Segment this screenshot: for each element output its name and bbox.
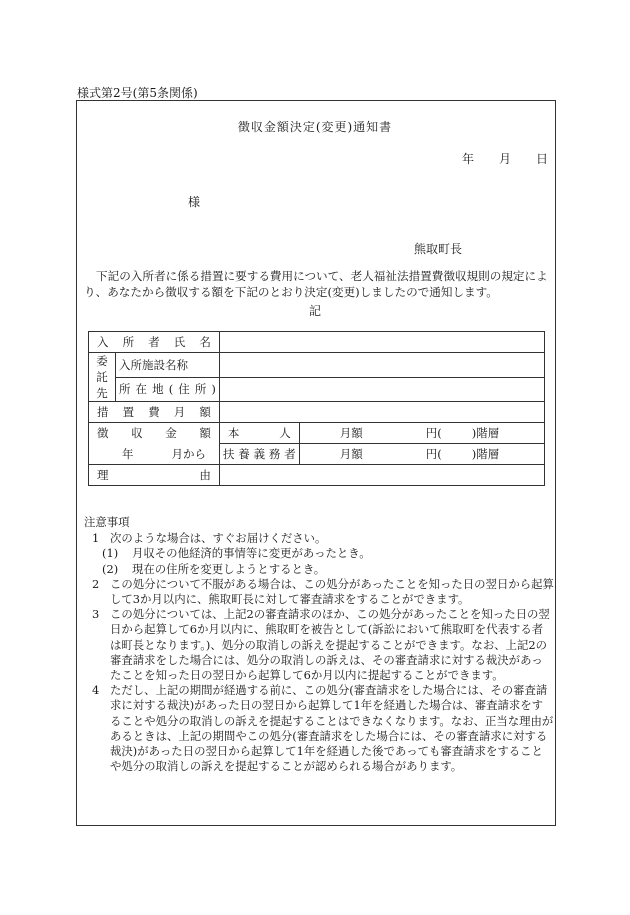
resident-name-label: 入所者氏名 [89, 332, 220, 353]
note-sub-item-2: (2) 現在の住所を変更しようとするとき。 [102, 561, 326, 576]
date-day: 日 [536, 152, 549, 166]
notes-section [84, 515, 554, 774]
supporter-monthly-label: 月額 [339, 447, 363, 461]
person-monthly-label: 月額 [339, 426, 363, 440]
row-measure-cost [89, 402, 545, 423]
from-date-label [89, 444, 220, 465]
reason-value [219, 465, 544, 486]
entrust-label: 委 託 先 [89, 353, 116, 402]
supporter-yen-label: 円( [425, 447, 442, 461]
row-collection-person [89, 423, 545, 444]
row-collection-supporter [89, 444, 545, 465]
person-amount [299, 423, 544, 444]
person-yen-label: 円( [425, 426, 442, 440]
note-item-4: 4 ただし、上記の期間が経過する前に、この処分(審査請求をした場合には、その審査請求に対する裁決)があった日の翌日から起算して1年を経過した場合は、審査請求をすることや処分の取消しの訴えを提起することはできなくなります。なお、正当な理由があるときは、上記の期間やこの処分(審査請求をした場合には、その審査請求に対する裁決)があった日の翌日から起算して1年を経過した後であっても審査請求をすることや処分の取消しの訴えを提起することが認められる場合があります。 [92, 683, 554, 774]
note-text: この処分については、上記2の審査請求のほか、この処分があったことを知った日の翌日から起算して6か月以内に、熊取町を被告として(訴訟において熊取町を代表する者は町長となります。)、処分の取消しの訴えを提起することができます。なお、上記2の審査請求をした場合には、処分の取消しの訴えは、その審査請求に対する裁決があったことを知った日の翌日から起算して6か月以内に提起することができます。 [110, 607, 550, 683]
address-label: 所在地(住所) [115, 377, 219, 402]
intro-text: 下記の入所者に係る措置に要する費用について、老人福祉法措置費徴収規則の規定により、あなたから徴収する額を下記のとおり決定(変更)しましたので通知します。 [84, 269, 548, 299]
measure-cost-label: 措置費月額 [89, 402, 220, 423]
row-facility [89, 353, 545, 378]
supporter-tier-label: )階層 [471, 447, 500, 461]
note-item-2: 2 この処分について不服がある場合は、この処分があったことを知った日の翌日から起算して3か月以内に、熊取町長に対して審査請求をすることができます。 [92, 576, 554, 607]
note-text: この処分について不服がある場合は、この処分があったことを知った日の翌日から起算して3か月以内に、熊取町長に対して審査請求をすることができます。 [110, 576, 554, 607]
intro-paragraph [84, 268, 554, 300]
from-date-year: 年 [122, 446, 134, 461]
person-label: 本人 [219, 423, 299, 444]
supporter-amount [299, 444, 544, 465]
date-month: 月 [499, 152, 512, 166]
facility-name-value [219, 353, 544, 378]
person-tier-label: )階層 [471, 426, 500, 440]
note-item-3: 3 この処分については、上記2の審査請求のほか、この処分があったことを知った日の翌日から起算して6か月以内に、熊取町を被告として(訴訟において熊取町を代表する者は町長となります。)、処分の取消しの訴えを提起することができます。なお、上記2の審査請求をした場合には、処分の取消しの訴えは、その審査請求に対する裁決があったことを知った日の翌日から起算して6か月以内に提起することができます。 [92, 607, 550, 683]
reason-label: 理由 [89, 465, 220, 486]
row-reason [89, 465, 545, 486]
facility-name-label: 入所施設名称 [115, 353, 219, 378]
note-sub-text: 現在の住所を変更しようとするとき。 [132, 561, 326, 576]
supporter-label: 扶養義務者 [219, 444, 299, 465]
row-address [89, 377, 545, 402]
details-table [88, 331, 545, 486]
from-date-month: 月から [171, 446, 206, 461]
date-year: 年 [462, 152, 475, 166]
ki-heading: 記 [308, 304, 321, 318]
address-value [219, 377, 544, 402]
note-item-1: 1 次のような場合は、すぐお届けください。 [92, 531, 327, 546]
collection-amount-label: 徴収金額 [89, 423, 220, 444]
note-text: ただし、上記の期間が経過する前に、この処分(審査請求をした場合には、その審査請求に対する裁決)があった日の翌日から起算して1年を経過した場合は、審査請求をすることや処分の取消しの訴えを提起することはできなくなります。なお、正当な理由があるときは、上記の期間やこの処分(審査請求をした場合には、その審査請求に対する裁決)があった日の翌日から起算して1年を経過した後であっても審査請求をすることや処分の取消しの訴えを提起することが認められる場合があります。 [110, 683, 554, 774]
resident-name-value [219, 332, 544, 353]
note-sub-text: 月収その他経済的事情等に変更があったとき。 [132, 546, 371, 561]
measure-cost-value [219, 402, 544, 423]
notes-heading: 注意事項 [84, 515, 130, 529]
form-number-label: 様式第2号(第5条関係) [77, 86, 198, 100]
document-title: 徴収金額決定(変更)通知書 [237, 120, 393, 134]
note-text: 次のような場合は、すぐお届けください。 [110, 531, 327, 546]
row-resident [89, 332, 545, 353]
issuer-name: 熊取町長 [414, 242, 463, 256]
addressee-suffix: 様 [188, 195, 201, 209]
note-sub-item-1: (1) 月収その他経済的事情等に変更があったとき。 [102, 546, 371, 561]
